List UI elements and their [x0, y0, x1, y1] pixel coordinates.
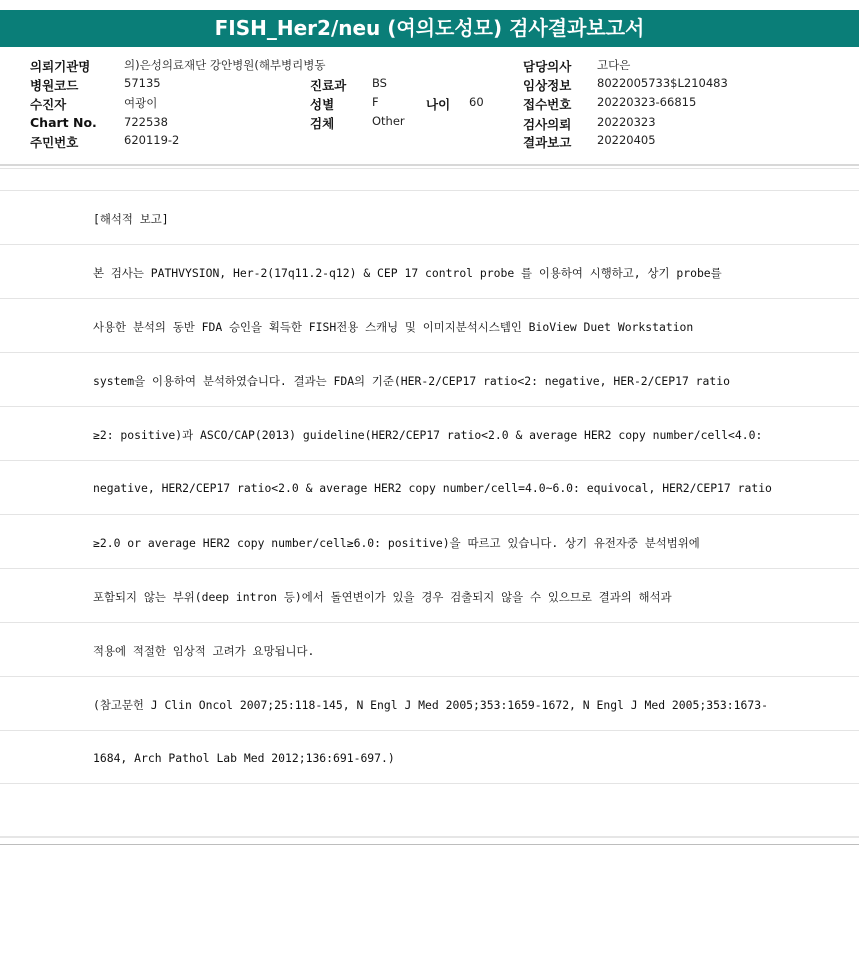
request-label: 검사의뢰: [523, 117, 572, 132]
clinical-label: 임상정보: [523, 78, 572, 93]
report-line-text: 적용에 적절한 임상적 고려가 요망됩니다.: [93, 644, 315, 658]
report-line: [0, 460, 859, 515]
report-line-text: system을 이용하여 분석하였습니다. 결과는 FDA의 기준(HER-2/CEP17 ratio<2: negative, HER-2/CEP17 ratio: [93, 374, 730, 388]
report-line: [0, 676, 859, 731]
institution-value: 의)은성의료재단 강안병원(해부병리병동: [124, 58, 326, 72]
footer-divider: [0, 836, 859, 838]
header-divider-shadow: [0, 168, 859, 169]
report-line-text: ≥2.0 or average HER2 copy number/cell≥6.0: positive)을 따르고 있습니다. 상기 유전자중 분석범위에: [93, 536, 700, 550]
age-label: 나이: [426, 97, 451, 112]
report-line-text: 1684, Arch Pathol Lab Med 2012;136:691-697.): [93, 751, 395, 765]
doctor-value: 고다은: [597, 58, 631, 72]
clinical-value: 8022005733$L210483: [597, 76, 728, 90]
report-line: [0, 622, 859, 677]
report-value: 20220405: [597, 133, 656, 147]
receipt-value: 20220323-66815: [597, 95, 697, 109]
rrn-value: 620119-2: [124, 133, 180, 147]
sex-value: F: [372, 95, 379, 109]
age-value: 60: [469, 95, 484, 109]
header-divider: [0, 164, 859, 166]
chart-label: Chart No.: [30, 115, 97, 130]
report-line-text: 포함되지 않는 부위(deep intron 등)에서 돌연변이가 있을 경우 검출되지 않을 수 있으므로 결과의 해석과: [93, 590, 672, 604]
report-line-text: 본 검사는 PATHVYSION, Her-2(17q11.2-q12) & CEP 17 control probe 를 이용하여 시행하고, 상기 probe를: [93, 266, 722, 280]
specimen-value: Other: [372, 114, 405, 128]
footer-divider-dark: [0, 844, 859, 845]
request-value: 20220323: [597, 115, 656, 129]
report-line: [0, 730, 859, 785]
patient-value: 여광이: [124, 96, 158, 110]
receipt-label: 접수번호: [523, 97, 572, 112]
hospital-code-value: 57135: [124, 76, 161, 90]
dept-value: BS: [372, 76, 387, 90]
report-title: FISH_Her2/neu (여의도성모) 검사결과보고서: [0, 10, 859, 47]
report-line-text: negative, HER2/CEP17 ratio<2.0 & average HER2 copy number/cell=4.0~6.0: equivocal, HER2/CEP17 ratio: [93, 481, 772, 495]
report-line: [0, 406, 859, 461]
dept-label: 진료과: [310, 78, 347, 93]
hospital-code-label: 병원코드: [30, 78, 79, 93]
patient-label: 수진자: [30, 97, 67, 112]
report-line: [0, 244, 859, 299]
doctor-label: 담당의사: [523, 59, 572, 74]
report-line-text: ≥2: positive)과 ASCO/CAP(2013) guideline(HER2/CEP17 ratio<2.0 & average HER2 copy number/cell<4.0:: [93, 428, 763, 442]
rrn-label: 주민번호: [30, 135, 79, 150]
report-label: 결과보고: [523, 135, 572, 150]
report-line-text: [해석적 보고]: [93, 212, 169, 226]
report-line: [0, 298, 859, 353]
institution-label: 의뢰기관명: [30, 59, 91, 74]
report-line: [0, 190, 859, 245]
report-line-text: (참고문헌 J Clin Oncol 2007;25:118-145, N Engl J Med 2005;353:1659-1672, N Engl J Med 2005;353:1673-: [93, 698, 768, 712]
chart-value: 722538: [124, 115, 168, 129]
report-line-text: 사용한 분석의 동반 FDA 승인을 획득한 FISH전용 스캐닝 및 이미지분석시스템인 BioView Duet Workstation: [93, 320, 694, 334]
report-line: [0, 514, 859, 569]
report-body-end: [0, 783, 859, 784]
report-line: [0, 568, 859, 623]
sex-label: 성별: [310, 97, 335, 112]
report-line: [0, 352, 859, 407]
specimen-label: 검체: [310, 116, 335, 131]
